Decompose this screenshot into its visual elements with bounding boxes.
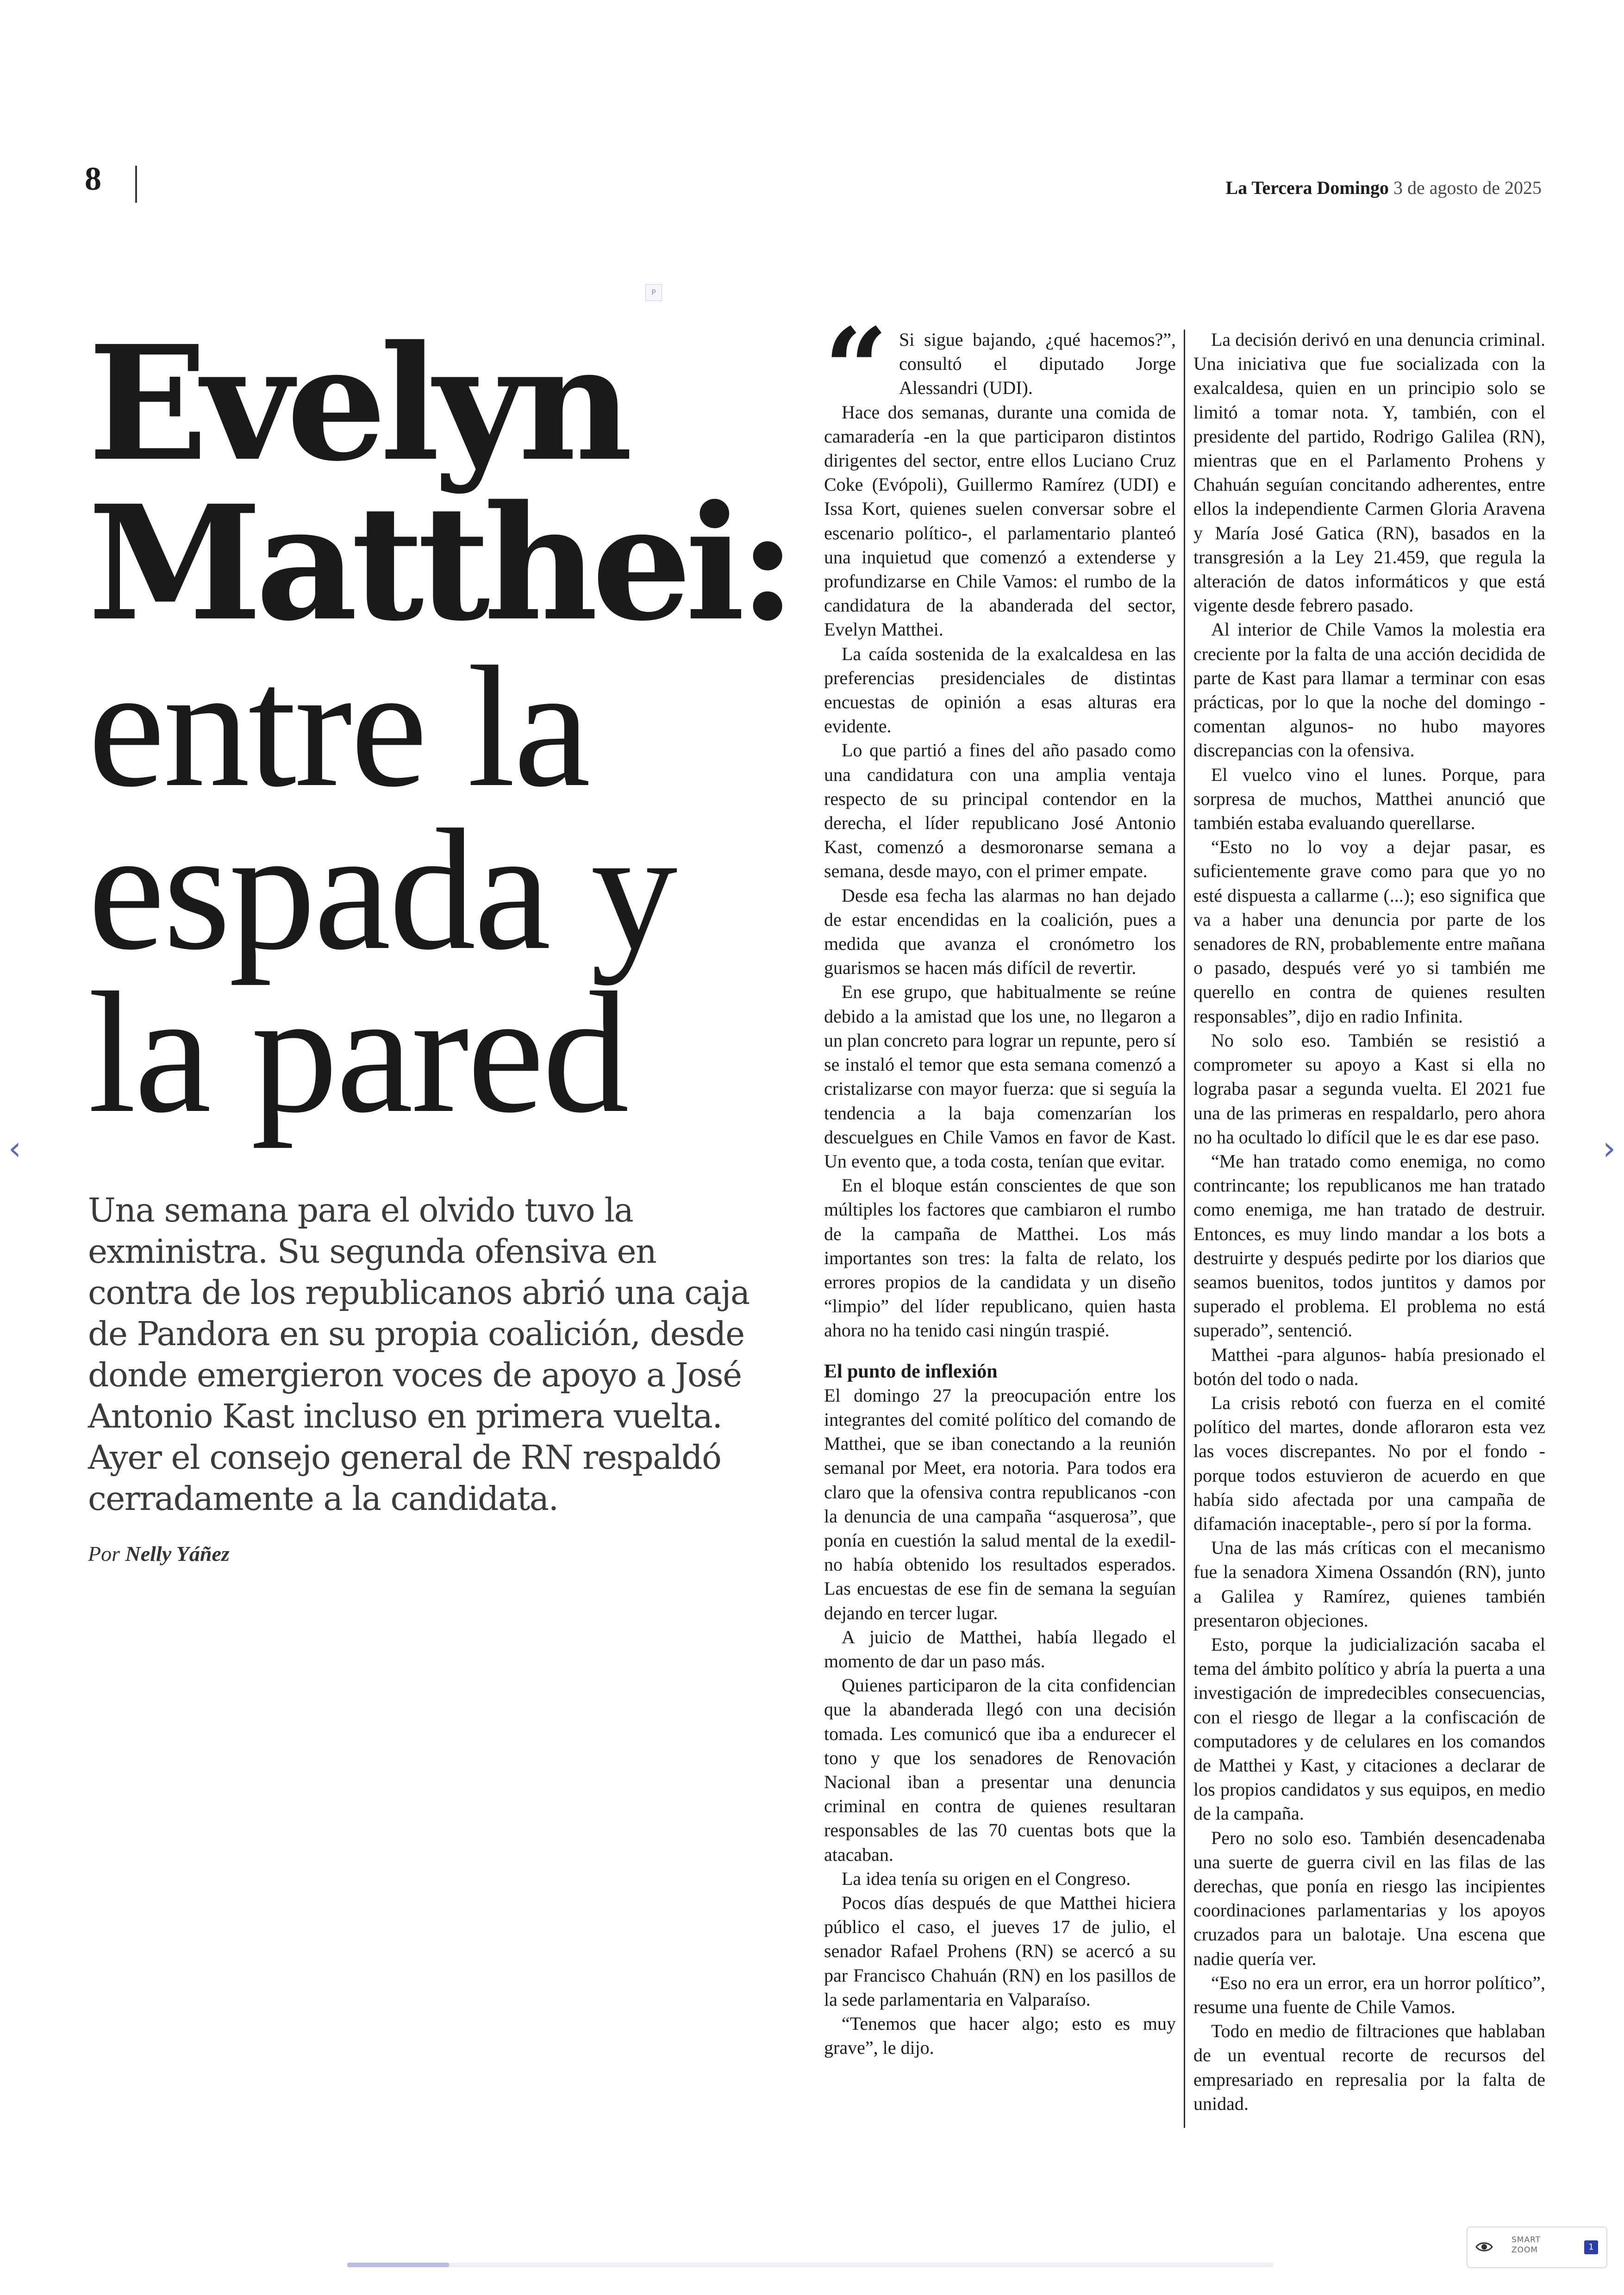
subhead: El punto de inflexión: [824, 1360, 998, 1382]
page-number: 8: [85, 160, 101, 197]
headline-line: la pared: [88, 957, 628, 1149]
paragraph: Esto, porque la judicialización sacaba el tema del ámbito político y abría la puerta a una investigación de impredecibles consecuencias, con el riesgo de llegar a la confiscación de computadores y de celulares en los comandos de Matthei y Kast, y citaciones a declarar de los propios candidatos y sus equipos, en medio de la campaña.: [1193, 1634, 1545, 1824]
paragraph: En ese grupo, que habitualmente se reúne debido a la amistad que los une, no llegaron a un plan concreto para lograr un repunte, pero sí se instaló el temor que esta semana comenzó a cristalizarse con mayor fuerza: que si seguía la tendencia a la baja comenzarían los descuelgues en Chile Vamos en favor de Kast. Un evento que, a toda costa, tenían que evitar.: [824, 981, 1176, 1172]
paragraph: “Me han tratado como enemiga, no como contrincante; los republicanos me han tratado como enemiga, me han tratado de destruir. Entonces, es muy lindo mandar a los bots a destruirte y después pedirte por los diarios que seamos buenitos, todos juntitos y damos por superado el problema. El problema no está superado”, sentenció.: [1193, 1150, 1545, 1341]
publication-name: La Tercera Domingo: [1225, 177, 1389, 198]
smart-zoom-label: [1512, 2235, 1541, 2255]
headline-bold: [88, 312, 790, 656]
paragraph: Una de las más críticas con el mecanismo fue la senadora Ximena Ossandón (RN), junto a Galilea y Ramírez, quienes también presentaron objeciones.: [1193, 1537, 1545, 1631]
paragraph: Lo que partió a fines del año pasado como una candidatura con una amplia ventaja respecto de su principal contendor en la derecha, el líder republicano José Antonio Kast, comenzó a desmoronarse semana a semana, desde mayo, con el primer empate.: [824, 740, 1176, 882]
paragraph: La idea tenía su origen en el Congreso.: [842, 1868, 1131, 1889]
article-marker-icon[interactable]: P: [645, 284, 662, 301]
smart-zoom-badge: 1: [1584, 2240, 1598, 2254]
smart-zoom-label-line: SMART: [1512, 2235, 1541, 2245]
paragraph: Al interior de Chile Vamos la molestia era creciente por la falta de una acción decidida de parte de Kast para llamar a terminar con esas prácticas, por lo que la noche del domingo -comentan algunos- no hubo mayores discrepancias con la ofensiva.: [1193, 619, 1545, 761]
headline-line: Matthei:: [88, 471, 790, 656]
paragraph: La crisis rebotó con fuerza en el comité político del martes, donde afloraron esta vez las voces discrepantes. No por el fondo -porque todos estuvieron de acuerdo en que había sido afectada por una campaña de difamación inaceptable-, pero sí por la forma.: [1193, 1392, 1545, 1534]
paragraph: El domingo 27 la preocupación entre los integrantes del comité político del comando de Matthei, que se iban conectando a la reunión semanal por Meet, era notoria. Para todos era claro que la ofensiva contra republicanos -con la denuncia de una campaña “asquerosa”, que ponía en cuestión la salud mental de la exedil- no había obtenido los resultados esperados. Las encuestas de ese fin de semana la seguían dejando en tercer lugar.: [824, 1384, 1176, 1623]
headline-line: espada y: [88, 794, 676, 986]
paragraph: Quienes participaron de la cita confidencian que la abanderada llegó con una decisión tomada. Les comunicó que iba a endurecer el tono y que los senadores de Renovación Nacional iban a presentar una denuncia criminal en contra de quienes resultaran responsables de las 70 cuentas bots que la atacaban.: [824, 1675, 1176, 1865]
paragraph: Pocos días después de que Matthei hiciera público el caso, el jueves 17 de julio, el senador Rafael Prohens (RN) se acercó a su par Francisco Chahuán (RN) en los pasillos de la sede parlamentaria en Valparaíso.: [824, 1892, 1176, 2010]
smart-zoom-button[interactable]: [1467, 2226, 1607, 2268]
next-page-chevron-right-icon[interactable]: ›: [1603, 1129, 1616, 1167]
paragraph: El vuelco vino el lunes. Porque, para sorpresa de muchos, Matthei anunció que también estaba evaluando querellarse.: [1193, 764, 1545, 834]
paragraph: Pero no solo eso. También desencadenaba una suerte de guerra civil en las filas de las derechas, que ponía en riesgo las incipientes coordinaciones parlamentarias y los apoyos cruzados para un balotaje. Una escena que nadie quería ver.: [1193, 1827, 1545, 1969]
opening-quote-icon: “: [824, 304, 888, 434]
eye-icon: [1475, 2238, 1493, 2256]
issue-date: 3 de agosto de 2025: [1393, 177, 1542, 198]
byline-prefix: Por: [88, 1542, 120, 1565]
paragraph: La decisión derivó en una denuncia criminal. Una iniciativa que fue socializada con la exalcaldesa, quien en un principio solo se limitó a tomar nota. Y, también, con el presidente del partido, Rodrigo Galilea (RN), mientras que en el Parlamento Prohens y Chahuán seguían concitando adherentes, entre ellos la independiente Carmen Gloria Aravena y María José Gatica (RN), basados en la transgresión a la Ley 21.459, que regula la alteración de datos informáticos y que está vigente desde febrero pasado.: [1193, 329, 1545, 616]
prev-page-chevron-left-icon[interactable]: ‹: [8, 1129, 21, 1167]
paragraph: Todo en medio de filtraciones que hablaban de un eventual recorte de recursos del empresariado en represalia por la falta de unidad.: [1193, 2021, 1545, 2114]
masthead: [1225, 177, 1542, 199]
body-column-1: [824, 304, 1176, 2060]
paragraph: “Eso no era un error, era un horror político”, resume una fuente de Chile Vamos.: [1193, 1972, 1545, 2018]
paragraph: Hace dos semanas, durante una comida de camaradería -en la que participaron distintos dirigentes del sector, entre ellos Luciano Cruz Coke (Evópoli), Guillermo Ramírez (UDI) e Issa Kort, quienes suelen conversar sobre el escenario político-, el parlamentario planteó una inquietud que comenzó a extenderse y profundizarse en Chile Vamos: el rumbo de la candidatura de la abanderada del sector, Evelyn Matthei.: [824, 401, 1176, 640]
paragraph: A juicio de Matthei, había llegado el momento de dar un paso más.: [824, 1626, 1176, 1671]
smart-zoom-label-line: ZOOM: [1512, 2245, 1538, 2255]
headline-light: [88, 631, 676, 1149]
paragraph: La caída sostenida de la exalcaldesa en las preferencias presidenciales de distintas encuestas de opinión a esas alturas era evidente.: [824, 643, 1176, 737]
paragraph: En el bloque están conscientes de que son múltiples los factores que cambiaron el rumbo de la campaña de Matthei. Los más importantes son tres: la falta de relato, los errores propios de la candidata y un diseño “limpio” del líder republicano, quien hasta ahora no ha tenido casi ningún traspié.: [824, 1175, 1176, 1341]
body-column-2: [1193, 328, 1545, 2116]
byline: [88, 1541, 230, 1566]
paragraph: Desde esa fecha las alarmas no han dejado de estar encendidas en la coalición, pues a medida que avanza el cronómetro los guarismos se hacen más difícil de revertir.: [824, 885, 1176, 979]
paragraph: “Esto no lo voy a dejar pasar, es suficientemente grave como para que yo no esté dispuesta a callarme (...); eso significa que va a haber una denuncia por parte de los senadores de RN, probablemente entre mañana o pasado, después veré yo si también me querello en contra de quienes resulten responsables”, dijo en radio Infinita.: [1193, 836, 1545, 1027]
page-progress-track[interactable]: [347, 2263, 1273, 2267]
byline-author: Nelly Yáñez: [125, 1542, 230, 1565]
article-dek: Una semana para el olvido tuvo la exministra. Su segunda ofensiva en contra de los republicanos abrió una caja de Pandora en su propia coalición, desde donde emergieron voces de apoyo a José Antonio Kast incluso en primera vuelta. Ayer el consejo general de RN respaldó cerradamente a la candidata.: [88, 1191, 750, 1518]
headline-line: entre la: [88, 631, 589, 823]
paragraph: No solo eso. También se resistió a comprometer su apoyo a Kast si ella no lograba pasar a segunda vuelta. El 2021 fue una de las primeras en respaldarlo, pero ahora no ha ocultado lo difícil que le es dar ese paso.: [1193, 1029, 1545, 1148]
page-progress-fill: [347, 2263, 449, 2267]
paragraph: Si sigue bajando, ¿qué hacemos?”, consultó el diputado Jorge Alessandri (UDI).: [899, 329, 1176, 399]
header-divider: [135, 166, 137, 203]
paragraph: “Tenemos que hacer algo; esto es muy grave”, le dijo.: [824, 2013, 1176, 2058]
paragraph: Matthei -para algunos- había presionado el botón del todo o nada.: [1193, 1344, 1545, 1389]
headline-line: Evelyn: [88, 312, 626, 496]
column-rule: [1184, 330, 1185, 2128]
